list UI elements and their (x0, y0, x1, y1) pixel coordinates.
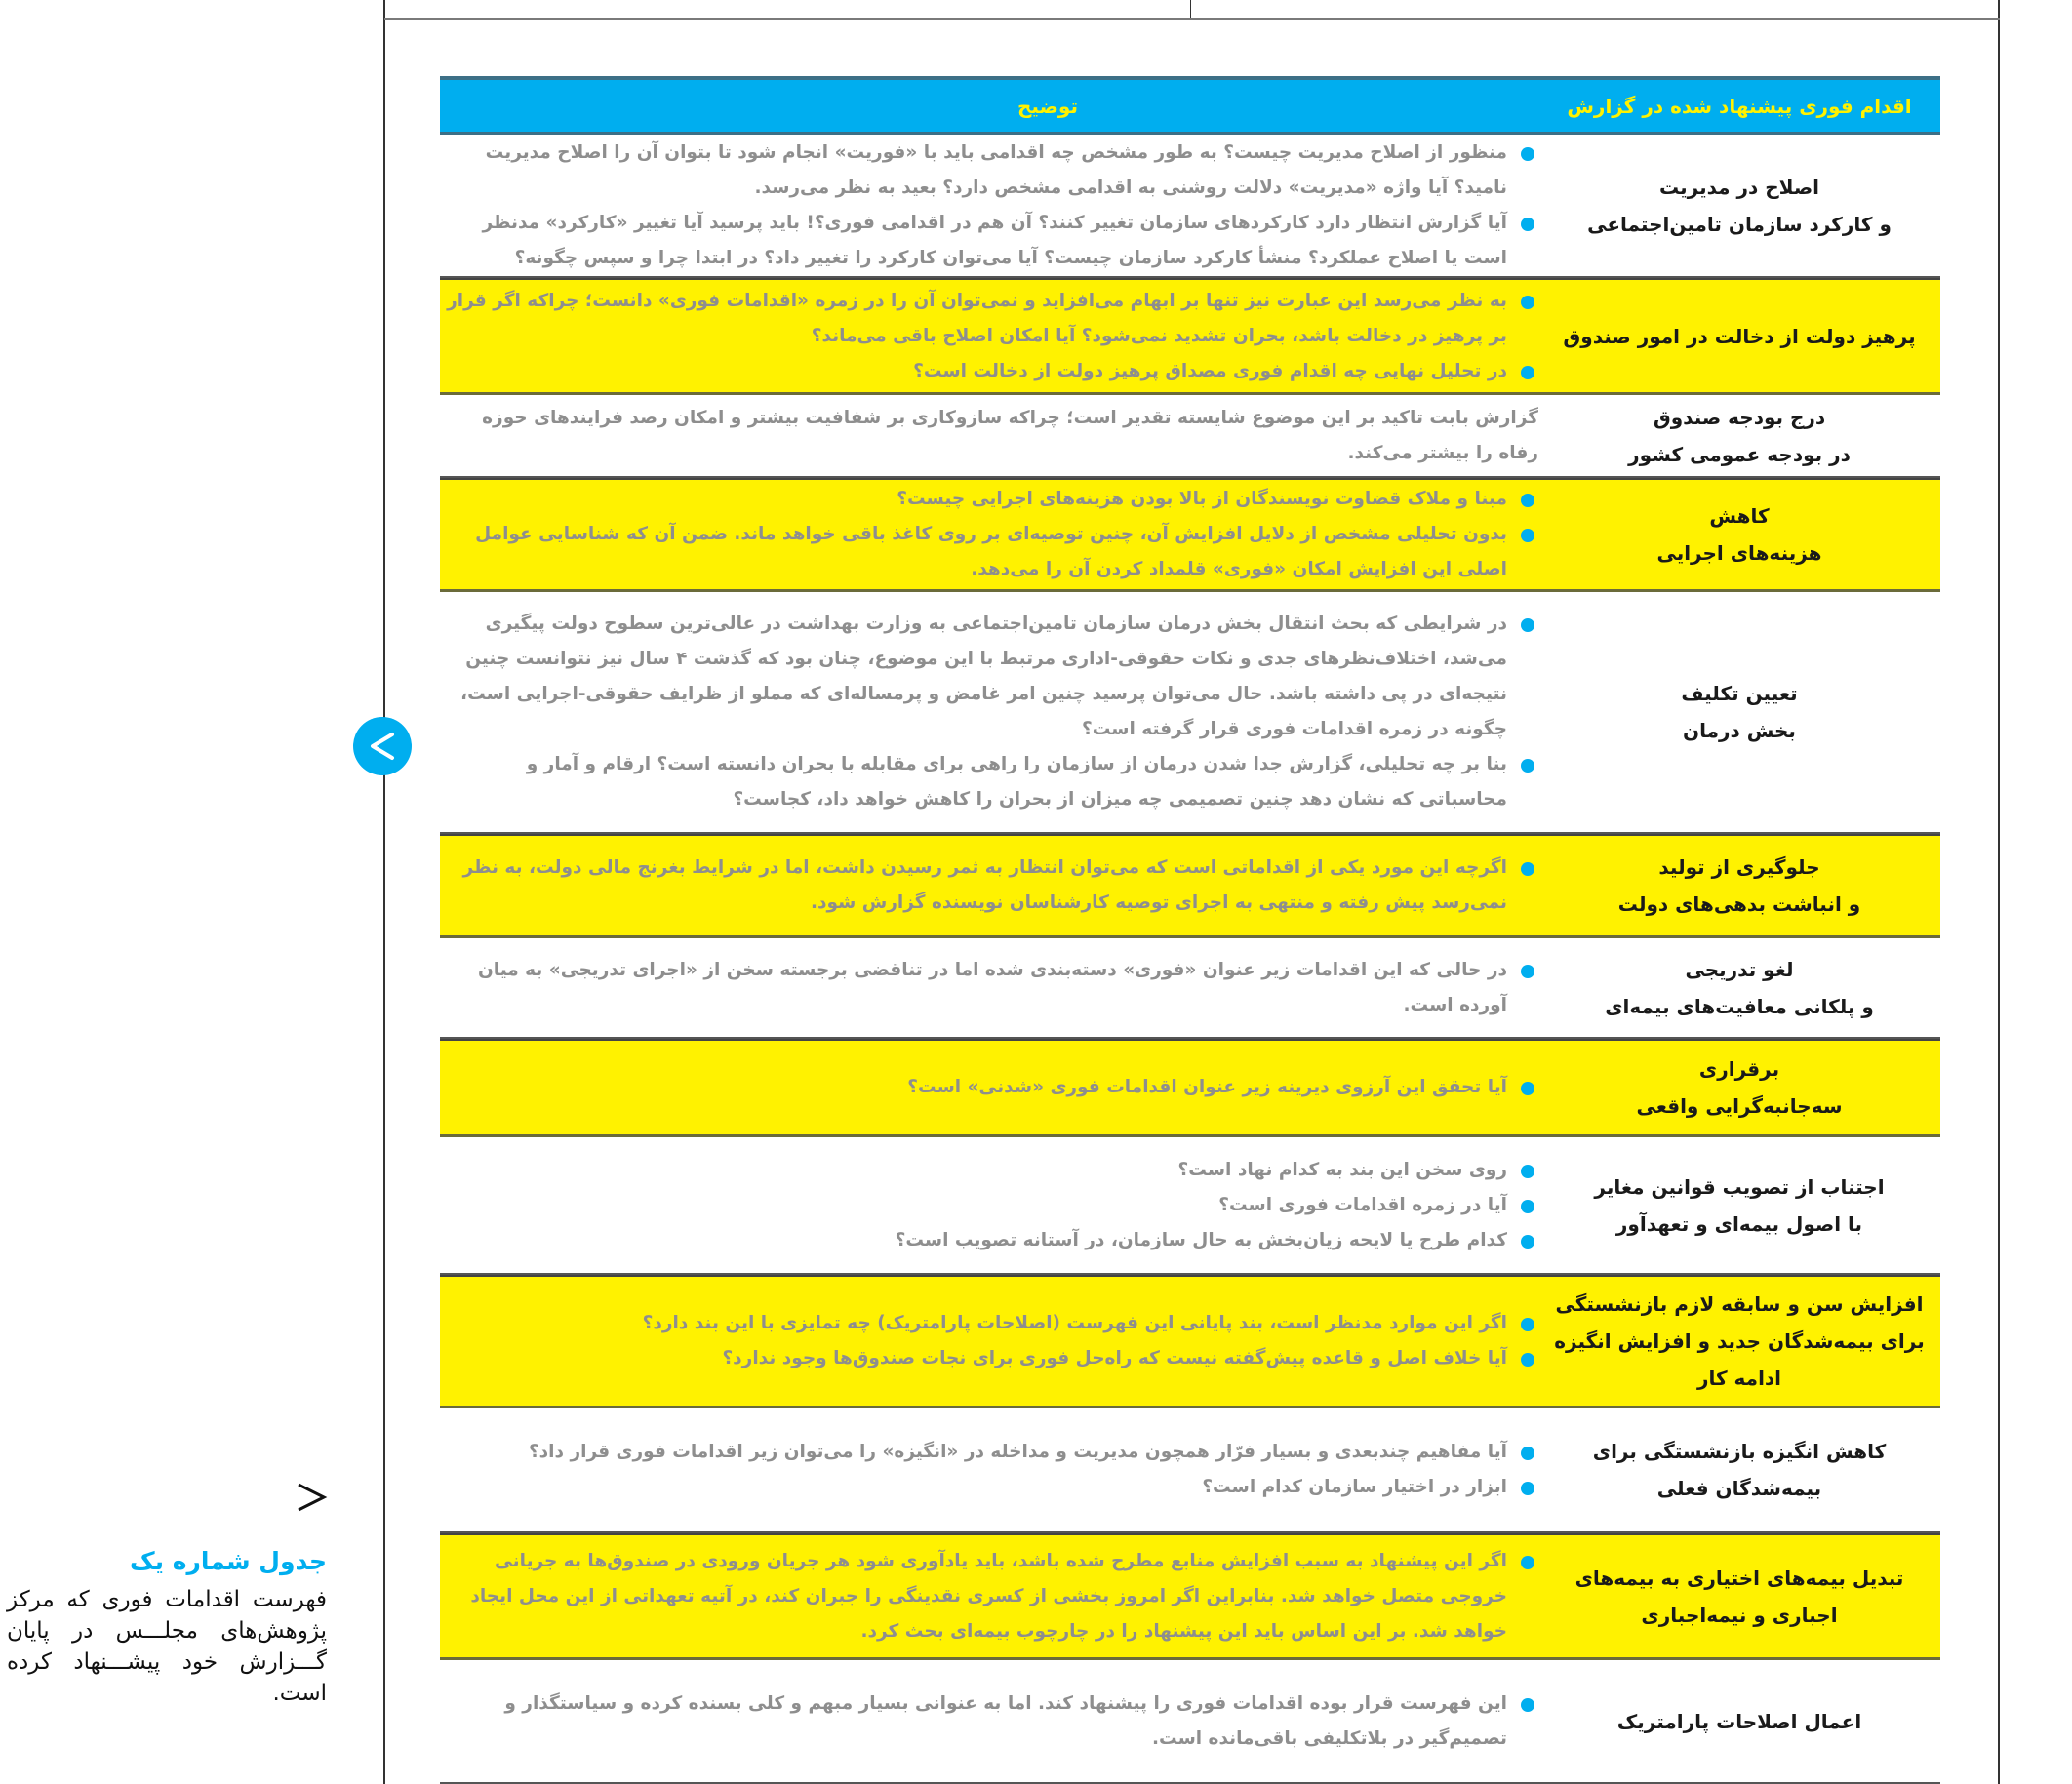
description-cell (440, 953, 1538, 1023)
column-divider-top (1190, 0, 1191, 19)
table-row (440, 1660, 1940, 1784)
action-line: کاهش (1709, 504, 1770, 528)
bullet-item: ابزار در اختیار سازمان کدام است؟ (446, 1470, 1538, 1505)
description-cell (440, 482, 1538, 587)
action-line: پرهیز دولت از دخالت در امور صندوق (1563, 324, 1916, 348)
page-border-right (1998, 0, 2000, 1784)
bullet-item: اگر این موارد مدنظر است، بند پایانی این فهرست (اصلاحات پارامتریک) چه تمایزی با این بند دارد؟ (446, 1306, 1538, 1341)
action-line: در بودجه عمومی کشور (1628, 442, 1851, 466)
table-body (440, 135, 1940, 1784)
table-row (440, 1039, 1940, 1137)
action-cell (1538, 497, 1940, 572)
action-cell (1538, 169, 1940, 243)
action-line: و پلکانی معافیت‌های بیمه‌ای (1605, 994, 1874, 1018)
action-cell (1538, 1051, 1940, 1125)
action-line: برقراری (1698, 1057, 1780, 1081)
caption-title: جدول شماره یک (130, 1547, 327, 1575)
bullet-item: آیا تحقق این آرزوی دیرینه زیر عنوان اقدامات فوری «شدنی» است؟ (446, 1070, 1538, 1105)
description-text: گزارش بابت تاکید بر این موضوع شایسته تقدیر است؛ چراکه سازوکاری بر شفافیت بیشتر و امکان رصد فرایندهای حوزه رفاه را بیشتر می‌کند. (482, 407, 1538, 463)
table-row (440, 478, 1940, 592)
caption-body: فهرست اقدامات فوری که مرکز پژوهش‌های مجلـــس در پایان گـــزارش خود پیشـــنهاد کرده است. (7, 1587, 327, 1706)
bullet-item: آیا خلاف اصل و قاعده پیش‌گفته نیست که راه‌حل فوری برای نجات صندوق‌ها وجود ندارد؟ (446, 1341, 1538, 1376)
bullet-item: کدام طرح یا لایحه زیان‌بخش به حال سازمان، در آستانه تصویب است؟ (446, 1223, 1538, 1258)
bullet-item: در حالی که این اقدامات زیر عنوان «فوری» دسته‌بندی شده اما در تناقضی برجسته سخن از «اجرای تدریجی» به میان آورده است. (446, 953, 1538, 1023)
action-cell (1538, 399, 1940, 473)
table-row (440, 278, 1940, 395)
header-action: اقدام فوری پیشنهاد شده در گزارش (1567, 94, 1912, 118)
action-line: بیمه‌شدگان فعلی (1656, 1477, 1822, 1500)
bullet-item: آیا در زمره اقدامات فوری است؟ (446, 1188, 1538, 1223)
description-cell (440, 1070, 1538, 1105)
description-cell (440, 1153, 1538, 1258)
bullet-item: اگر این پیشنهاد به سبب افزایش منابع مطرح شده باشد، باید یادآوری شود هر جریان ورودی در صندوق‌ها به جریانی خروجی متصل خواهد شد. بنابراین اگر امروز بخشی از کسری نقدینگی را جبران کند، در آتیه تعهداتی از این محل ایجاد خواهد شد. بر این اساس باید این پیشنهاد را در چارچوب بیمه‌ای بحث کرد. (446, 1544, 1538, 1649)
action-cell (1538, 1703, 1940, 1740)
chevron-right-icon (293, 1479, 332, 1516)
table-row (440, 834, 1940, 938)
bullet-item: اگرچه این مورد یکی از اقداماتی است که می‌توان انتظار به ثمر رسیدن داشت، اما در شرایط بغرنج مالی دولت، به نظر نمی‌رسد پیش رفته و منتهی به اجرای توصیه کارشناسان نویسنده گزارش شود. (446, 851, 1538, 921)
description-cell (440, 401, 1538, 471)
previous-page-button[interactable] (353, 717, 412, 775)
table-row (440, 1408, 1940, 1533)
chevron-left-icon (366, 730, 399, 763)
action-line: اعمال اصلاحات پارامتریک (1616, 1709, 1862, 1733)
action-line: و انباشت بدهی‌های دولت (1617, 892, 1861, 916)
bullet-item: روی سخن این بند به کدام نهاد است؟ (446, 1153, 1538, 1188)
action-line: جلوگیری از تولید (1658, 855, 1820, 879)
bullet-item: منظور از اصلاح مدیریت چیست؟ به طور مشخص چه اقدامی باید با «فوریت» انجام شود تا بتوان آن را اصلاح مدیریت نامید؟ آیا واژه «مدیریت» دلالت روشنی به اقدامی مشخص دارد؟ بعید به نظر می‌رسد. (446, 136, 1538, 206)
description-cell (440, 1306, 1538, 1376)
table-row (440, 592, 1940, 834)
action-line: لغو تدریجی (1685, 957, 1794, 981)
description-cell (440, 1435, 1538, 1505)
action-line: کاهش انگیزه بازنشستگی برای (1592, 1440, 1887, 1463)
action-line: اجتناب از تصویب قوانین مغایر (1594, 1174, 1885, 1199)
table-row (440, 1275, 1940, 1408)
description-cell (440, 1544, 1538, 1649)
action-line: اجباری و نیمه‌اجباری (1641, 1603, 1838, 1627)
bullet-item: در شرایطی که بحث انتقال بخش درمان سازمان تامین‌اجتماعی به وزارت بهداشت در عالی‌ترین سطوح دولت پیگیری می‌شد، اختلاف‌نظرهای جدی و نکات حقوقی-اداری مرتبط با این موضوع، چنان بود که گذشت ۴ سال نیز نتوانست چنین نتیجه‌ای در پی داشته باشد. حال می‌توان پرسید چنین امر غامض و پرمساله‌ای که مملو از ظرایف حقوقی-اجرایی است، چگونه در زمره اقدامات فوری قرار گرفته است؟ (446, 607, 1538, 747)
bullet-item: مبنا و ملاک قضاوت نویسندگان از بالا بودن هزینه‌های اجرایی چیست؟ (446, 482, 1538, 517)
bullet-item: در تحلیل نهایی چه اقدام فوری مصداق پرهیز دولت از دخالت است؟ (446, 354, 1538, 389)
bullet-item: بدون تحلیلی مشخص از دلایل افزایش آن، چنین توصیه‌ای بر روی کاغذ باقی خواهد ماند. ضمن آن که شناسایی عوامل اصلی این افزایش امکان «فوری» قلمداد کردن آن را می‌دهد. (446, 517, 1538, 587)
action-line: اصلاح در مدیریت (1658, 175, 1820, 199)
description-cell (440, 136, 1538, 276)
action-cell (1538, 675, 1940, 749)
action-cell (1538, 1286, 1940, 1397)
action-line: تعیین تکلیف (1681, 682, 1798, 705)
action-line: ادامه کار (1696, 1367, 1782, 1390)
action-cell (1538, 318, 1940, 355)
action-line: افزایش سن و سابقه لازم بازنشستگی (1555, 1292, 1924, 1316)
header-description: توضیح (1017, 94, 1078, 118)
bullet-item: به نظر می‌رسد این عبارت نیز تنها بر ابهام می‌افزاید و نمی‌توان آن را در زمره «اقدامات فوری» دانست؛ چراکه اگر قرار بر پرهیز در دخالت باشد، بحران تشدید نمی‌شود؟ آیا امکان اصلاح باقی می‌ماند؟ (446, 284, 1538, 354)
action-cell (1538, 951, 1940, 1025)
action-line: تبدیل بیمه‌های اختیاری به بیمه‌های (1574, 1566, 1904, 1590)
table-header (440, 76, 1940, 135)
bullet-item: آیا مفاهیم چندبعدی و بسیار فرّار همچون مدیریت و مداخله در «انگیزه» را می‌توان زیر اقدامات فوری قرار داد؟ (446, 1435, 1538, 1470)
page-top-rule (384, 18, 2000, 20)
table-row (440, 938, 1940, 1039)
page-border-left (383, 0, 385, 1784)
description-cell (440, 607, 1538, 817)
table-row (440, 395, 1940, 478)
bullet-item: این فهرست قرار بوده اقدامات فوری را پیشنهاد کند. اما به عنوانی بسیار مبهم و کلی بسنده کرده و سیاستگذار و تصمیم‌گیر در بلاتکلیفی باقی‌مانده است. (446, 1686, 1538, 1757)
description-cell (440, 851, 1538, 921)
description-cell (440, 284, 1538, 389)
immediate-actions-table (440, 76, 1940, 1784)
action-line: برای بیمه‌شدگان جدید و افزایش انگیزه (1554, 1329, 1925, 1353)
action-cell (1538, 1169, 1940, 1243)
description-cell (440, 1686, 1538, 1757)
action-cell (1538, 1560, 1940, 1634)
action-cell (1538, 1433, 1940, 1507)
action-line: و کارکرد سازمان تامین‌اجتماعی (1587, 212, 1892, 236)
action-line: درج بودجه صندوق (1653, 405, 1826, 429)
table-row (440, 1533, 1940, 1660)
bullet-item: آیا گزارش انتظار دارد کارکردهای سازمان تغییر کنند؟ آن هم در اقدامی فوری؟! باید پرسید آیا تغییر «کارکرد» مدنظر است یا اصلاح عملکرد؟ منشأ کارکرد سازمان چیست؟ آیا می‌توان کارکرد را تغییر داد؟ در ابتدا چرا و سپس چگونه؟ (446, 206, 1538, 276)
bullet-item: بنا بر چه تحلیلی، گزارش جدا شدن درمان از سازمان را راهی برای مقابله با بحران دانسته است؟ ارقام و آمار و محاسباتی که نشان دهد چنین تصمیمی چه میزان از بحران را کاهش خواهد داد، کجاست؟ (446, 747, 1538, 817)
action-line: با اصول بیمه‌ای و تعهدآور (1615, 1211, 1863, 1236)
table-row (440, 135, 1940, 278)
action-cell (1538, 849, 1940, 923)
table-row (440, 1137, 1940, 1275)
action-line: سه‌جانبه‌گرایی واقعی (1636, 1094, 1843, 1118)
action-line: بخش درمان (1683, 719, 1796, 742)
action-line: هزینه‌های اجرایی (1656, 541, 1822, 565)
